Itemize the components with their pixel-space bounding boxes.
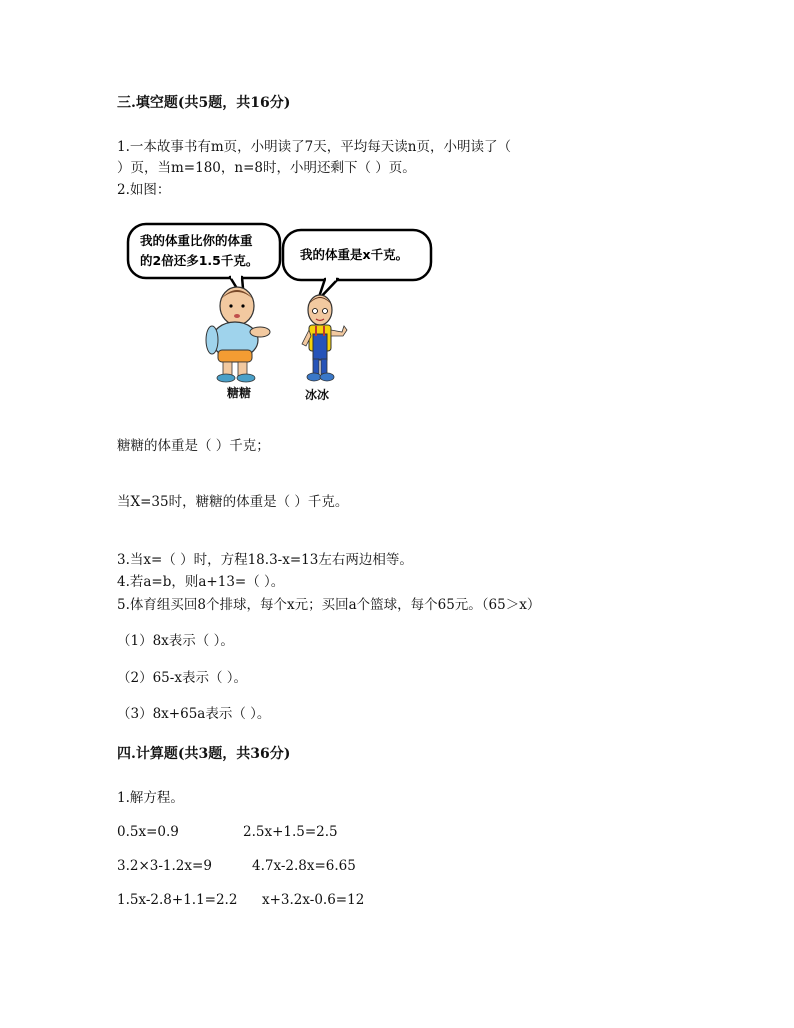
bubble-right-text: 我的体重是x千克。 [300, 247, 409, 262]
kid-left-figure [206, 287, 270, 382]
q3-text: 3.当x=（ ）时，方程18.3-x=13左右两边相等。 [117, 552, 413, 568]
bubble-left-line2: 的2倍还多1.5千克。 [140, 253, 259, 268]
q2-part-a: 糖糖的体重是（ ）千克； [117, 438, 270, 454]
q5-text: 5.体育组买回8个排球，每个x元；买回a个篮球，每个65元。（65＞x） [117, 597, 541, 613]
equation-3-right: x+3.2x-0.6=12 [262, 892, 365, 908]
q5-sub1: （1）8x表示（ ）。 [117, 633, 234, 649]
q1-line2: ）页，当m=180，n=8时，小明还剩下（ ）页。 [117, 160, 416, 176]
weight-illustration [120, 222, 450, 412]
q2-part-b: 当X=35时，糖糖的体重是（ ）千克。 [117, 494, 349, 510]
equation-3-left: 1.5x-2.8+1.1=2.2 [117, 892, 238, 908]
q5-sub3: （3）8x+65a表示（ ）。 [117, 706, 271, 722]
name-label-right: 冰冰 [305, 388, 330, 402]
kid-right-figure [302, 295, 347, 381]
bubble-left-line1: 我的体重比你的体重 [140, 233, 253, 248]
q4-text: 4.若a=b，则a+13=（ ）。 [117, 574, 285, 590]
q2-intro: 2.如图： [117, 182, 171, 198]
equation-2-left: 3.2×3-1.2x=9 [117, 858, 212, 874]
calc-q1-text: 1.解方程。 [117, 790, 184, 806]
equation-2-right: 4.7x-2.8x=6.65 [252, 858, 356, 874]
equation-1-left: 0.5x=0.9 [117, 824, 179, 840]
equation-1-right: 2.5x+1.5=2.5 [243, 824, 338, 840]
q5-sub2: （2）65-x表示（ ）。 [117, 670, 247, 686]
section4-title: 四.计算题(共3题，共36分) [117, 746, 291, 762]
section3-title: 三.填空题(共5题，共16分) [117, 95, 291, 111]
q1-line1: 1.一本故事书有m页，小明读了7天，平均每天读n页，小明读了（ [117, 139, 511, 155]
name-label-left: 糖糖 [227, 386, 252, 400]
